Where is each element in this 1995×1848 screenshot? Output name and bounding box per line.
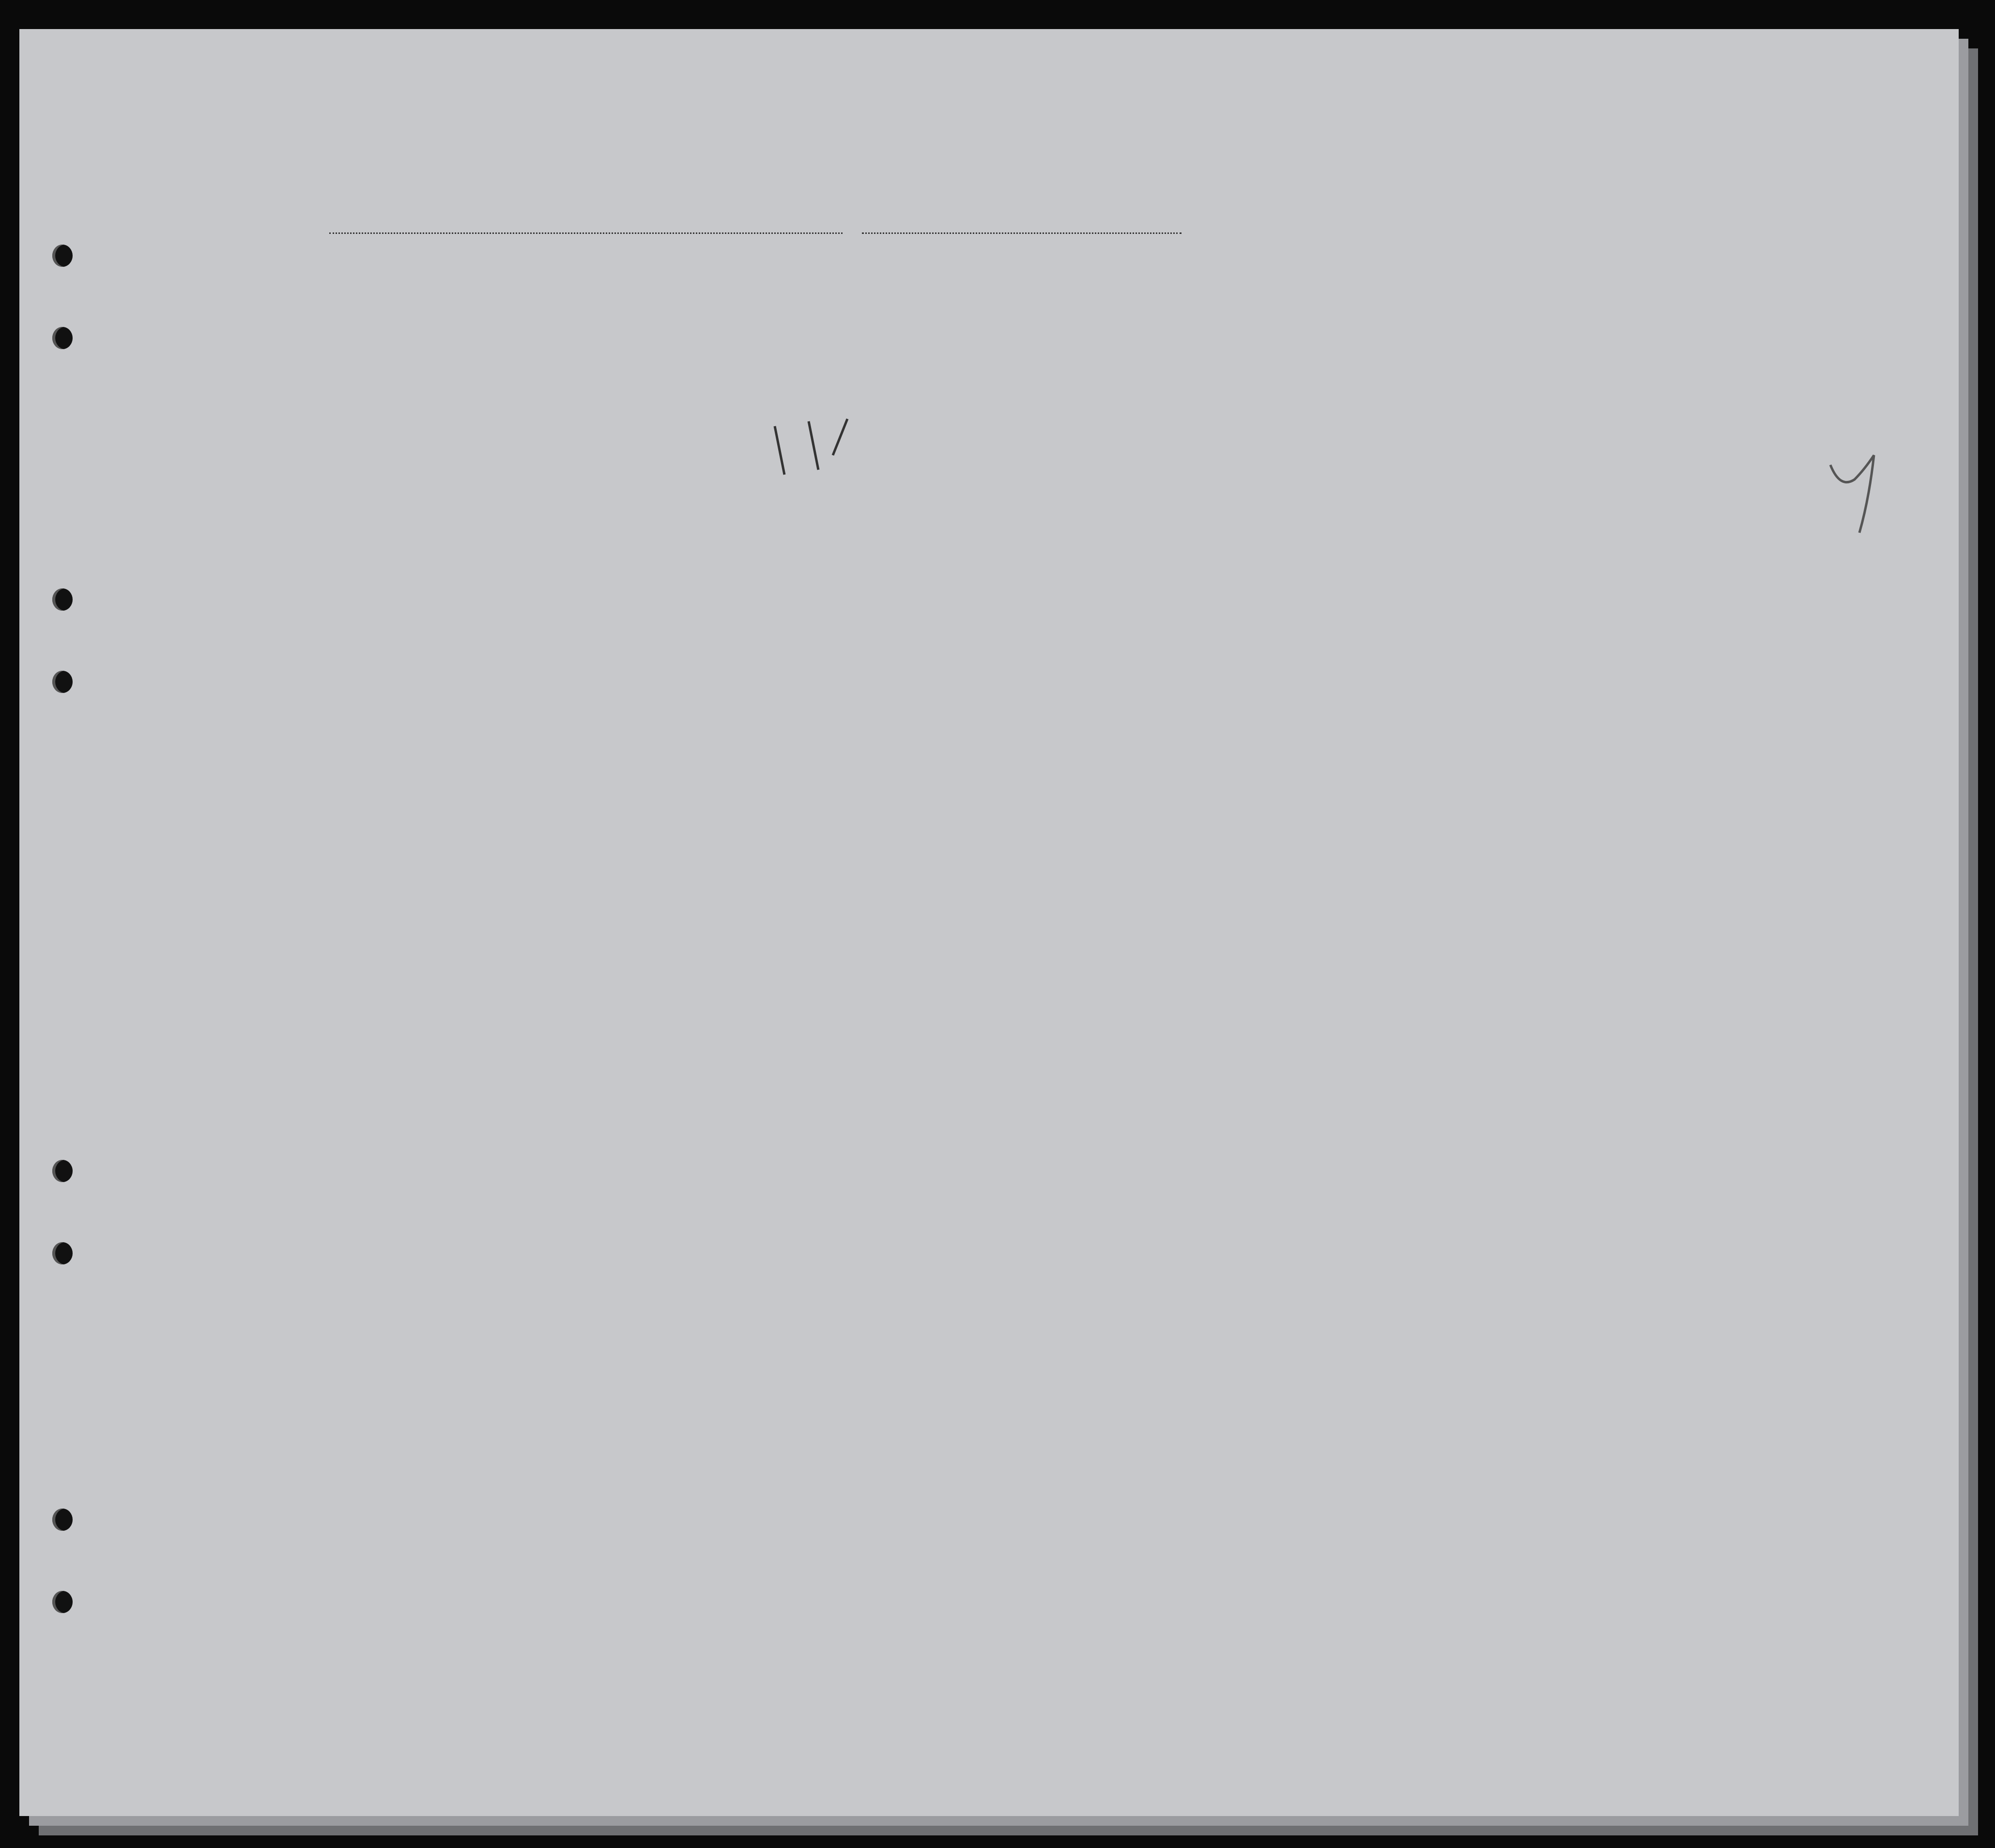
handwritten-check bbox=[1821, 436, 1908, 542]
handwritten-tick-marks bbox=[746, 416, 891, 513]
